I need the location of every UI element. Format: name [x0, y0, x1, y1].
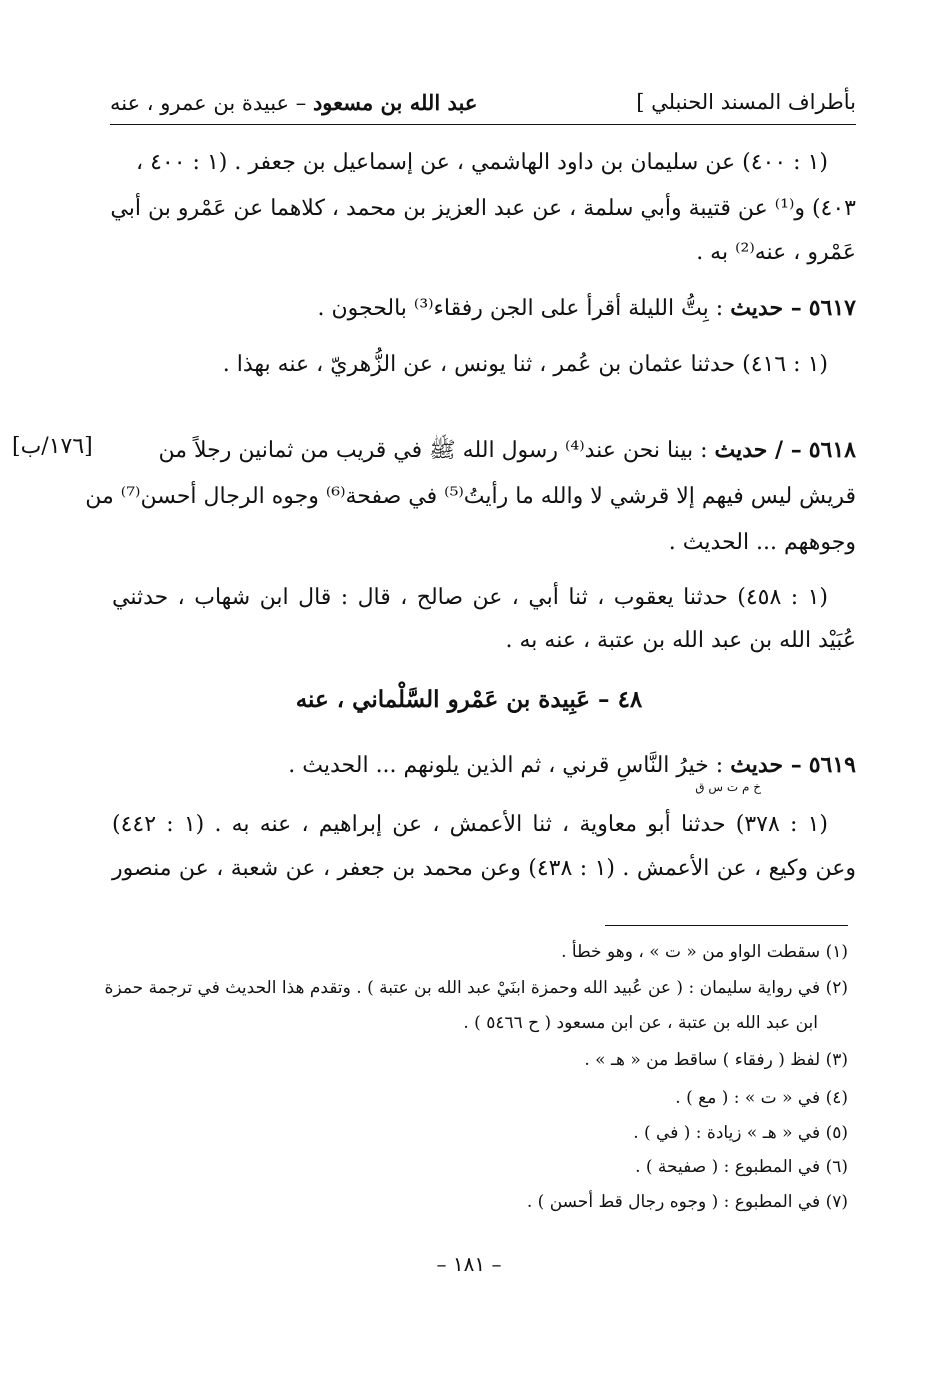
hadith-label: – حديث [730, 295, 802, 321]
body-line-7: (١ : ٤٥٨) حدثنا يعقوب ، ثنا أبي ، عن صالح ، قال : قال ابن شهاب ، حدثني [112, 585, 828, 610]
body-line-5: قريش ليس فيهم إلا قرشي لا والله ما رأيتُ⁽⁵⁾ في صفحة⁽⁶⁾ وجوه الرجال أحسن⁽⁷⁾ من [85, 484, 856, 509]
footnote-7: (٧) في المطبوع : ( وجوه رجال قط أحسن ) . [526, 1192, 848, 1212]
hadith-text: : خيرُ النَّاسِ قرني ، ثم الذين يلونهم ... الحديث . [288, 753, 724, 778]
hadith-5617 [317, 295, 856, 321]
running-header-section [110, 90, 477, 115]
running-header-section-bold: عبد الله بن مسعود [312, 90, 478, 115]
footnote-1: (١) سقطت الواو من « ت » ، وهو خطأ . [561, 942, 848, 962]
body-line-6: وجوههم ... الحديث . [668, 530, 856, 555]
page-number: – ١٨١ – [436, 1252, 502, 1276]
footnote-3: (٣) لفظ ( رفقاء ) ساقط من « هـ » . [584, 1050, 848, 1070]
hadith-number: ٥٦١٩ [808, 752, 856, 778]
hadith-sigla: خ م ت س ق [695, 780, 761, 794]
body-line-2: ٤٠٣) و⁽¹⁾ عن قتيبة وأبي سلمة ، عن عبد العزيز بن محمد ، كلاهما عن عَمْرو بن أبي [110, 196, 856, 221]
footnote-5: (٥) في « هـ » زيادة : ( في ) . [633, 1123, 848, 1143]
body-line-10: وعن وكيع ، عن الأعمش . (١ : ٤٣٨) وعن محمد بن جعفر ، عن شعبة ، عن منصور [112, 856, 856, 881]
body-line-1: (١ : ٤٠٠) عن سليمان بن داود الهاشمي ، عن إسماعيل بن جعفر . (١ : ٤٠٠ ، [135, 150, 828, 175]
hadith-number: ٥٦١٨ [808, 437, 856, 463]
folio-marker: [١٧٦/ب] [12, 434, 93, 459]
body-line-9: (١ : ٣٧٨) حدثنا أبو معاوية ، ثنا الأعمش ، عن إبراهيم ، عنه به . (١ : ٤٤٢) [112, 812, 829, 837]
hadith-label: – حديث [730, 752, 802, 778]
hadith-number: ٥٦١٧ [808, 295, 856, 321]
hadith-label: – / حديث [714, 437, 802, 463]
footnote-rule [605, 925, 848, 926]
body-line-3: عَمْرو ، عنه⁽²⁾ به . [696, 240, 856, 265]
hadith-text: : بينا نحن عند⁽⁴⁾ رسول الله ﷺ في قريب من ثمانين رجلاً من [158, 438, 708, 463]
hadith-5618 [158, 436, 856, 468]
footnote-2: (٢) في رواية سليمان : ( عن عُبيد الله وحمزة ابنَيْ عبد الله بن عتبة ) . وتقدم هذا الحديث في ترجمة حمزة [104, 978, 848, 998]
footnote-6: (٦) في المطبوع : ( صفيحة ) . [635, 1157, 848, 1177]
hadith-5619 [288, 752, 856, 778]
footnote-4: (٤) في « ت » : ( مع ) . [675, 1088, 848, 1108]
section-heading: ٤٨ – عَبِيدة بن عَمْرو السَّلْماني ، عنه [295, 686, 643, 713]
running-header-section-rest: – عبيدة بن عمرو ، عنه [110, 91, 307, 115]
hadith-text: : بِتُّ الليلة أقرأ على الجن رفقاء⁽³⁾ بالحجون . [317, 296, 724, 321]
body-line-8: عُبَيْد الله بن عبد الله بن عتبة ، عنه به . [505, 628, 856, 653]
footnote-2-cont: ابن عبد الله بن عتبة ، عن ابن مسعود ( ح ٥٤٦٦ ) . [463, 1013, 818, 1033]
body-line-4: (١ : ٤١٦) حدثنا عثمان بن عُمر ، ثنا يونس ، عن الزُّهريّ ، عنه بهذا . [222, 352, 828, 377]
running-header-title: بأطراف المسند الحنبلي ] [636, 90, 856, 114]
header-rule [110, 124, 856, 125]
